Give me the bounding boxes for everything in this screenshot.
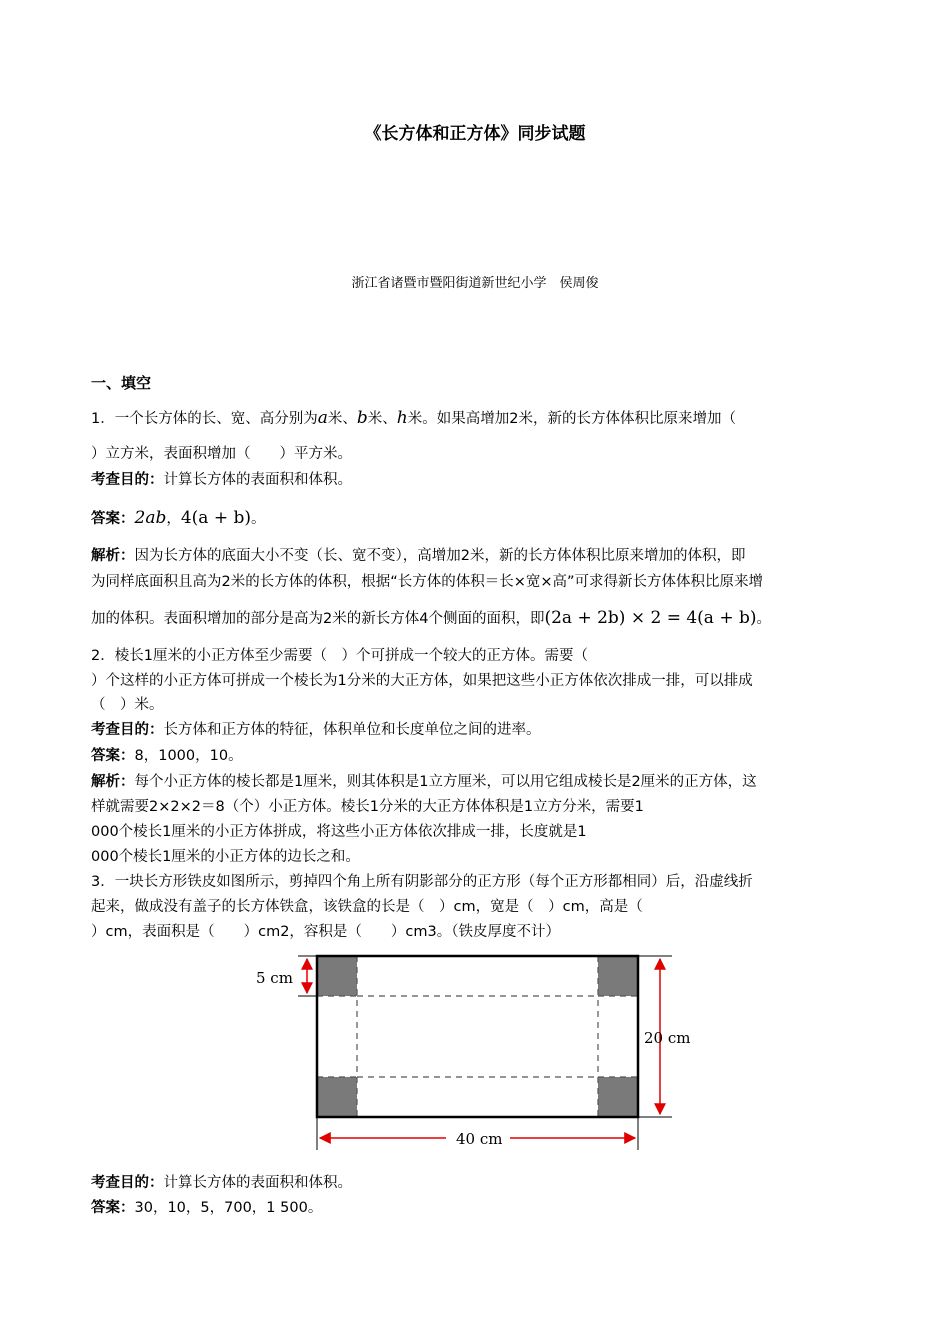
q2-line2: ）个这样的小正方体可拼成一个棱长为1分米的大正方体，如果把这些小正方体依次排成一排，可以排成 [91,673,753,689]
answer-formula-2: 4(a + b) [180,508,251,528]
document-title: 《长方体和正方体》同步试题 [364,124,586,144]
corner-square-bottom-right [598,1077,638,1117]
var-b: b [356,408,368,428]
q1-line1: 1．一个长方体的长、宽、高分别为a米、b米、h米。如果高增加2米，新的长方体体积比原来增加（ [91,408,736,428]
q1-analysis-2: 为同样底面积且高为2米的长方体的体积，根据“长方体的体积＝长×宽×高”可求得新长方体体积比原来增 [91,574,764,590]
q2-analysis-4: 000个棱长1厘米的小正方体的边长之和。 [91,849,360,865]
width-dimension-label: 40 cm [456,1130,503,1148]
corner-square-top-right [598,956,638,996]
q3-line3: ）cm，表面积是（ ）cm2，容积是（ ）cm3。（铁皮厚度不计） [91,924,560,940]
q2-analysis-1: 解析：每个小正方体的棱长都是1厘米，则其体积是1立方厘米，可以用它组成棱长是2厘米的正方体，这 [91,774,757,790]
answer-formula-1: 2ab [134,508,167,528]
q1-purpose: 考查目的：计算长方体的表面积和体积。 [91,472,352,488]
q1-line2: ）立方米，表面积增加（ ）平方米。 [91,446,352,462]
corner-square-top-left [317,956,357,996]
analysis-formula: (2a + 2b) × 2 = 4(a + b) [544,608,757,628]
q3-line2: 起来，做成没有盖子的长方体铁盒，该铁盒的长是（ ）cm，宽是（ ）cm，高是（ [91,899,643,915]
var-h: h [396,408,408,428]
q3-line1: 3．一块长方形铁皮如图所示，剪掉四个角上所有阴影部分的正方形（每个正方形都相同）后，沿虚线折 [91,874,753,890]
q3-answer: 答案：30，10，5，700，1 500。 [91,1200,323,1216]
q2-purpose: 考查目的：长方体和正方体的特征，体积单位和长度单位之间的进率。 [91,722,541,738]
section-heading: 一、填空 [91,374,152,392]
height-dimension-label: 20 cm [644,1029,691,1047]
q1-analysis-1: 解析：因为长方体的底面大小不变（长、宽不变），高增加2米，新的长方体体积比原来增加的体积，即 [91,548,746,564]
q1-answer: 答案：2ab，4(a + b)。 [91,508,266,528]
q2-analysis-2: 样就需要2×2×2＝8（个）小正方体。棱长1分米的大正方体体积是1立方分米，需要1 [91,799,644,815]
var-a: a [317,408,328,428]
fold-lines [317,956,638,1117]
q3-purpose: 考查目的：计算长方体的表面积和体积。 [91,1175,352,1191]
q1-analysis-3: 加的体积。表面积增加的部分是高为2米的新长方体4个侧面的面积，即(2a + 2b) × 2 = 4(a + b)。 [91,608,771,628]
q2-line1: 2．棱长1厘米的小正方体至少需要（ ）个可拼成一个较大的正方体。需要（ [91,648,588,664]
corner-square-bottom-left [317,1077,357,1117]
q2-line3: （ ）米。 [91,697,164,713]
sheet-outline [317,956,638,1117]
q2-analysis-3: 000个棱长1厘米的小正方体拼成，将这些小正方体依次排成一排，长度就是1 [91,824,587,840]
corner-dimension-label: 5 cm [256,969,293,987]
author-line: 浙江省诸暨市暨阳街道新世纪小学 侯周俊 [351,276,599,291]
q2-answer: 答案：8，1000，10。 [91,748,243,764]
